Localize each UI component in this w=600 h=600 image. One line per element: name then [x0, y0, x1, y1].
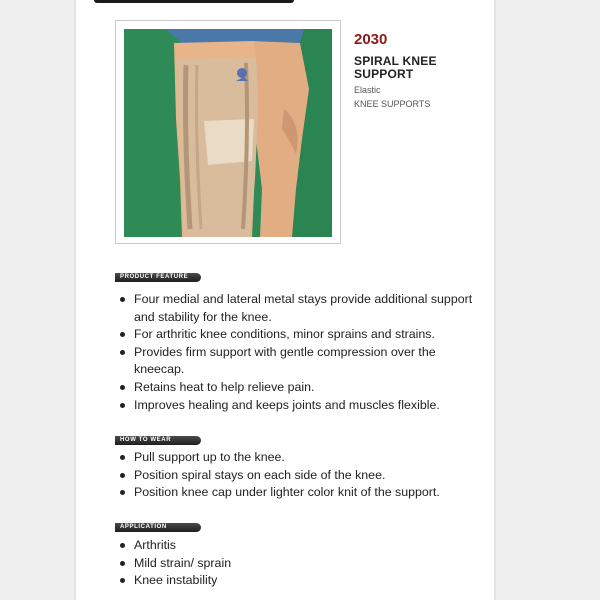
- page-margin-right: [496, 0, 600, 600]
- bullet-icon: [120, 403, 125, 408]
- bullet-icon: [120, 385, 125, 390]
- list-item-text: Improves healing and keeps joints and muscles flexible.: [134, 397, 440, 412]
- list-item-text: Knee instability: [134, 573, 218, 588]
- list-item-text: Pull support up to the knee.: [134, 450, 285, 464]
- bullet-icon: [120, 543, 125, 548]
- list-item: [119, 379, 489, 397]
- product-name-line1: SPIRAL KNEE: [354, 54, 437, 68]
- list-item: [119, 291, 489, 326]
- page-margin-left-edge: [74, 0, 76, 600]
- list-item: [119, 484, 489, 502]
- bullet-icon: [120, 561, 125, 566]
- list-item: [119, 326, 489, 344]
- list-item-text: Arthritis: [134, 538, 176, 552]
- product-name-line2: SUPPORT: [354, 67, 414, 81]
- list-item: [119, 572, 489, 590]
- list-item: [119, 344, 489, 379]
- section-header-application: APPLICATION: [115, 523, 201, 532]
- bullet-icon: [120, 578, 125, 583]
- list-item-text: For arthritic knee conditions, minor sprains and strains.: [134, 327, 435, 342]
- bullet-icon: [120, 473, 125, 478]
- how-to-wear-list: [119, 449, 489, 502]
- list-item-text: Position spiral stays on each side of the knee.: [134, 467, 386, 482]
- list-item: [119, 537, 489, 555]
- product-feature-list: [119, 291, 489, 414]
- list-item: [119, 555, 489, 573]
- list-item: [119, 397, 489, 415]
- application-list: [119, 537, 489, 590]
- bullet-icon: [120, 332, 125, 337]
- list-item-text: Position knee cap under lighter color knit of the support.: [134, 485, 440, 500]
- list-item-text: Retains heat to help relieve pain.: [134, 379, 315, 394]
- product-material: Elastic: [354, 85, 381, 95]
- bullet-icon: [120, 297, 125, 302]
- product-info: [354, 31, 489, 110]
- product-code: 2030: [354, 31, 388, 48]
- product-photo: [124, 29, 332, 237]
- list-item-text: Provides firm support with gentle compression over the kneecap.: [134, 344, 436, 377]
- top-bar: [94, 0, 294, 3]
- page-margin-left: [0, 0, 74, 600]
- list-item: [119, 449, 489, 467]
- bullet-icon: [120, 455, 125, 460]
- list-item-text: Four medial and lateral metal stays provide additional support and stability for the knee.: [134, 292, 473, 324]
- product-name: [354, 55, 489, 81]
- page-margin-right-edge: [494, 0, 496, 600]
- product-category: KNEE SUPPORTS: [354, 99, 431, 109]
- product-photo-frame: [115, 20, 341, 244]
- section-header-product-feature: PRODUCT FEATURE: [115, 273, 201, 282]
- list-item-text: Mild strain/ sprain: [134, 555, 232, 570]
- section-header-how-to-wear: HOW TO WEAR: [115, 436, 201, 445]
- bullet-icon: [120, 490, 125, 495]
- bullet-icon: [120, 350, 125, 355]
- list-item: [119, 467, 489, 485]
